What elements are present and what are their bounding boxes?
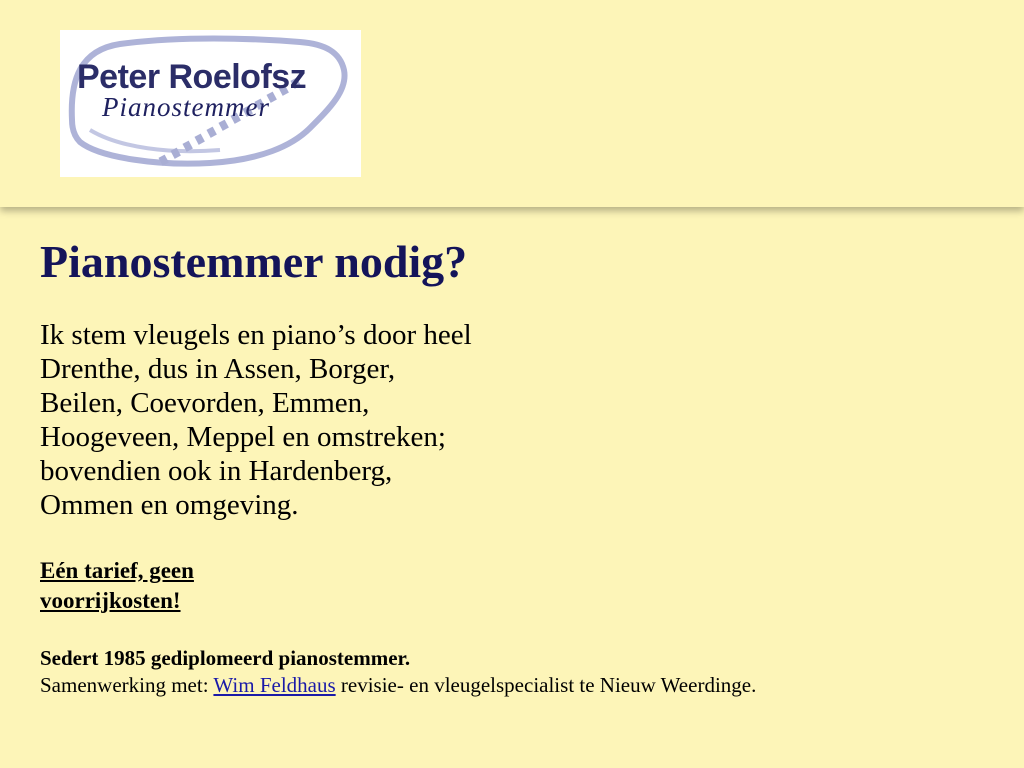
intro-line: Drenthe, dus in Assen, Borger, — [40, 353, 396, 385]
collab-suffix: revisie- en vleugelspecialist te Nieuw Weerdinge. — [335, 673, 757, 697]
collab-prefix: Samenwerking met: — [40, 673, 214, 697]
intro-line: Ik stem vleugels en piano’s door heel — [40, 319, 472, 351]
intro-line: Ommen en omgeving. — [40, 489, 299, 521]
intro-line: Beilen, Coevorden, Emmen, — [40, 387, 370, 419]
collaboration-line — [40, 672, 940, 698]
since-statement: Sedert 1985 gediplomeerd pianostemmer. — [40, 646, 411, 670]
logo[interactable] — [60, 30, 361, 177]
page-title: Pianostemmer nodig? — [40, 236, 468, 287]
logo-subtitle: Pianostemmer — [102, 92, 270, 122]
logo-name: Peter Roelofsz — [77, 58, 307, 96]
tariff-line: Eén tarief, geen — [40, 558, 194, 583]
site-header — [0, 0, 1024, 207]
wim-feldhaus-link[interactable]: Wim Feldhaus — [213, 673, 336, 697]
main-content — [40, 230, 940, 698]
tariff-notice — [40, 556, 260, 616]
intro-line: Hoogeveen, Meppel en omstreken; — [40, 421, 446, 453]
intro-paragraph — [40, 318, 510, 522]
tariff-line: voorrijkosten! — [40, 588, 181, 613]
intro-line: bovendien ook in Hardenberg, — [40, 455, 393, 487]
